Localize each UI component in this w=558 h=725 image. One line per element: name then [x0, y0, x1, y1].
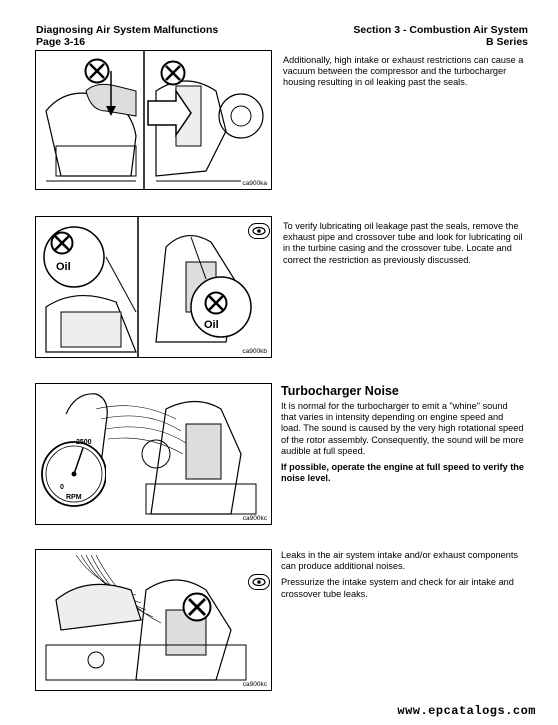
figure-code: ca900kc	[242, 515, 267, 522]
gauge-zero: 0	[60, 484, 64, 491]
text-block-3	[281, 401, 525, 489]
figure-oil-leak	[35, 216, 272, 358]
paragraph: Pressurize the intake system and check for air intake and crossover tube leaks.	[281, 577, 514, 599]
no-symbol-icon	[182, 592, 212, 622]
figure-code: ca900ka	[242, 180, 267, 187]
page-header-left	[36, 24, 218, 48]
no-symbol-icon	[50, 231, 74, 255]
engine-illustration-4	[36, 550, 271, 690]
no-symbol-icon	[160, 60, 186, 86]
engine-illustration-1	[36, 51, 271, 189]
gauge-reading: 2500	[76, 439, 92, 446]
oil-label: Oil	[204, 319, 219, 331]
page-header-right	[353, 24, 528, 48]
section-heading: Turbocharger Noise	[281, 384, 399, 398]
series-label: B Series	[485, 36, 528, 48]
text-block-1	[283, 55, 525, 94]
no-symbol-icon	[84, 58, 110, 84]
figure-code: ca900kc	[242, 681, 267, 688]
oil-label: Oil	[56, 261, 71, 273]
inspect-eye-icon	[248, 223, 270, 239]
figure-code: ca900kb	[242, 348, 267, 355]
inspect-eye-icon	[248, 574, 270, 590]
figure-turbo-noise	[35, 383, 272, 525]
figure-compressor-vacuum	[35, 50, 272, 190]
footer-url-link[interactable]: www.epcatalogs.com	[397, 704, 536, 718]
paragraph: To verify lubricating oil leakage past the seals, remove the exhaust pipe and crossover tube and look for lubricating oil in the turbine casing and the crossover tube. Locate and correct the restriction as previously discussed.	[283, 221, 523, 265]
chapter-title: Diagnosing Air System Malfunctions	[36, 24, 219, 36]
gauge-unit: RPM	[66, 494, 82, 501]
paragraph: Leaks in the air system intake and/or exhaust components can produce additional noises.	[281, 550, 518, 572]
section-title: Section 3 - Combustion Air System	[353, 24, 528, 36]
no-symbol-icon	[204, 291, 228, 315]
paragraph: It is normal for the turbocharger to emit a "whine" sound that varies in intensity depending on engine speed and load. The sound is caused by the very high rotational speed of the rotor assembly. Consequently, the sound will be more audible at full speed.	[281, 401, 524, 456]
figure-air-leak	[35, 549, 272, 691]
text-block-4	[281, 550, 525, 605]
page-number: Page 3-16	[36, 36, 86, 48]
text-block-2	[283, 221, 525, 271]
paragraph: Additionally, high intake or exhaust restrictions can cause a vacuum between the compressor and the turbocharger housing resulting in oil leaking past the seals.	[283, 55, 524, 88]
bold-instruction: If possible, operate the engine at full speed to verify the noise level.	[281, 462, 525, 484]
